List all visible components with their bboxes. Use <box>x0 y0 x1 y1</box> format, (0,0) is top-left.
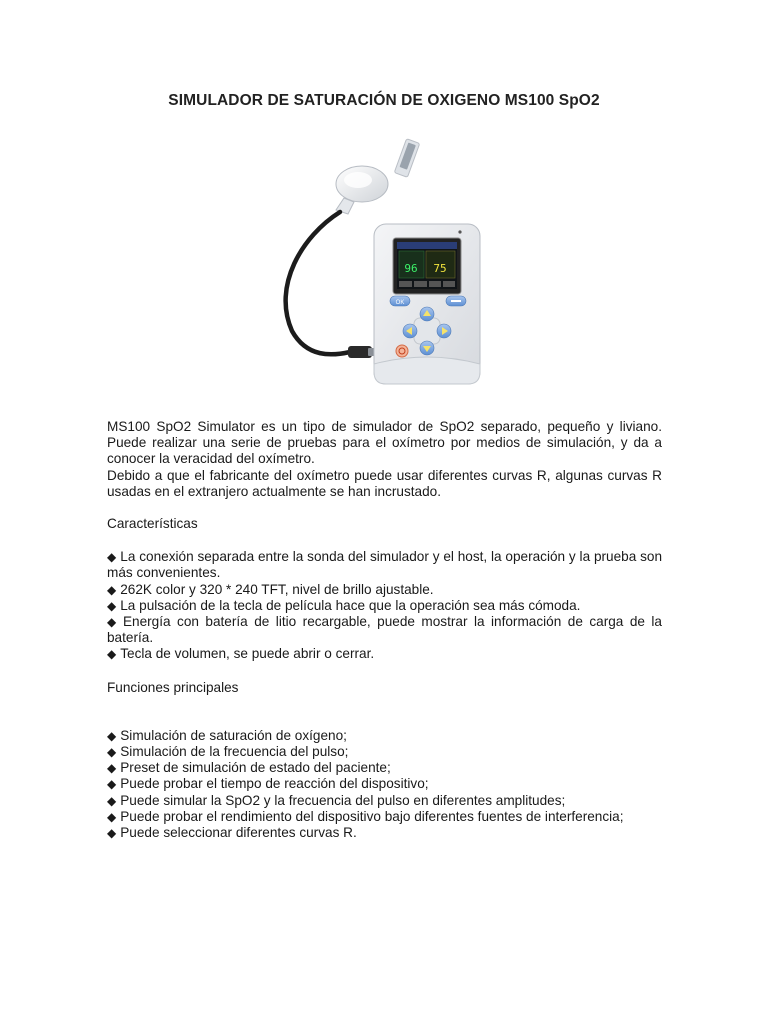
list-item: ◆ La pulsación de la tecla de película hace que la operación sea más cómoda. <box>107 597 581 613</box>
list-item: ◆ Energía con batería de litio recargable, puede mostrar la información de carga de la batería. <box>107 614 662 646</box>
features-list <box>107 549 662 662</box>
list-item: ◆ Simulación de la frecuencia del pulso; <box>107 744 349 760</box>
list-item: ◆ Puede probar el rendimiento del dispositivo bajo diferentes fuentes de interferencia; <box>107 808 624 824</box>
document-body <box>107 419 662 841</box>
bullet-diamond-icon: ◆ <box>107 777 117 792</box>
intro-paragraph-1: MS100 SpO2 Simulator es un tipo de simulador de SpO2 separado, pequeño y liviano. Puede realizar una serie de pruebas para el oxímetro por medios de simulación, y da a conocer la veracidad del oxímetro. <box>107 419 662 467</box>
probe-housing <box>336 166 388 214</box>
probe-sensor-tip <box>394 139 419 178</box>
bullet-diamond-icon: ◆ <box>107 598 117 613</box>
list-item: ◆ Simulación de saturación de oxígeno; <box>107 727 347 743</box>
document-title: SIMULADOR DE SATURACIÓN DE OXIGENO MS100 SpO2 <box>168 92 600 109</box>
bullet-diamond-icon: ◆ <box>107 647 117 662</box>
list-item: ◆ La conexión separada entre la sonda del simulador y el host, la operación y la prueba son más convenientes. <box>107 549 663 581</box>
functions-heading: Funciones principales <box>107 679 239 695</box>
list-item: ◆ 262K color y 320 * 240 TFT, nivel de brillo ajustable. <box>107 581 434 597</box>
list-item: ◆ Puede probar el tiempo de reacción del dispositivo; <box>107 776 429 792</box>
bullet-diamond-icon: ◆ <box>107 728 117 743</box>
bullet-diamond-icon: ◆ <box>107 582 117 597</box>
probe-cable <box>286 212 350 354</box>
intro-paragraph-2: Debido a que el fabricante del oxímetro puede usar diferentes curvas R, algunas curvas R usadas en el extranjero actualmente se han incrustado. <box>107 467 662 499</box>
list-item: ◆ Puede simular la SpO2 y la frecuencia del pulso en diferentes amplitudes; <box>107 792 566 808</box>
simulator-device-photo <box>262 136 502 388</box>
menu-button[interactable] <box>446 296 466 306</box>
bullet-diamond-icon: ◆ <box>107 761 117 776</box>
device-screen <box>393 238 461 294</box>
bullet-diamond-icon: ◆ <box>107 793 117 808</box>
functions-list <box>107 728 662 841</box>
power-button[interactable] <box>396 345 408 357</box>
bullet-diamond-icon: ◆ <box>107 809 117 824</box>
list-item: ◆ Preset de simulación de estado del paciente; <box>107 760 391 776</box>
list-item: ◆ Puede seleccionar diferentes curvas R. <box>107 825 357 841</box>
spo2-readout: 96 <box>404 262 418 275</box>
svg-text:OK: OK <box>395 300 405 306</box>
bullet-diamond-icon: ◆ <box>107 745 117 760</box>
features-heading: Características <box>107 516 198 532</box>
pulse-readout: 75 <box>433 262 447 275</box>
list-item: ◆ Tecla de volumen, se puede abrir o cerrar. <box>107 646 375 662</box>
ok-button[interactable] <box>390 296 410 306</box>
bullet-diamond-icon: ◆ <box>107 826 117 841</box>
bullet-diamond-icon: ◆ <box>107 550 117 565</box>
bullet-diamond-icon: ◆ <box>107 615 119 630</box>
